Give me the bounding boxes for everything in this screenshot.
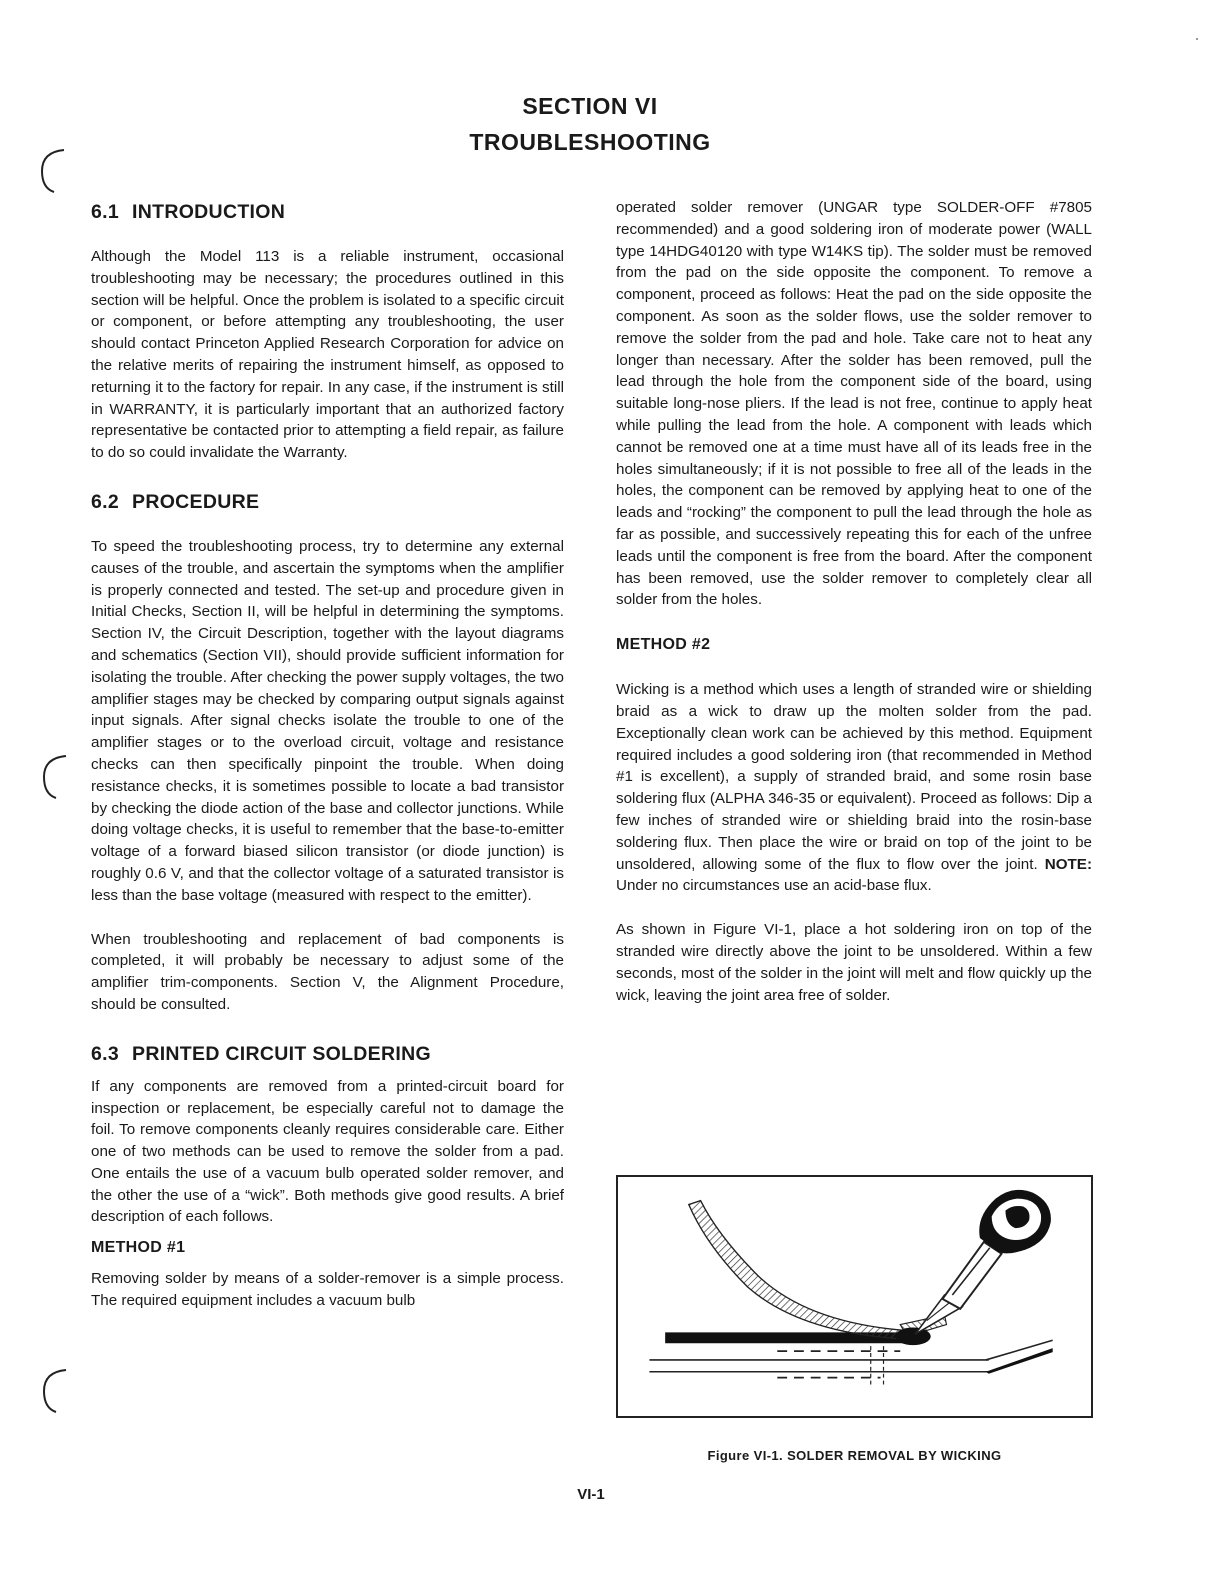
heading-6-2 [91, 488, 564, 516]
iron-shaft [943, 1242, 1002, 1309]
punch-mark-middle [40, 752, 70, 802]
heading-6-3 [91, 1040, 564, 1068]
soldering-paragraph: If any components are removed from a printed-circuit board for inspection or replacement, be especially careful not to damage the foil. To remove components cleanly requires considerable care. Either one of two methods can be used to remove the solder from a pad. One entails the use of a vacuum bulb operated solder remover, and the other the use of a “wick”. Both methods give good results. A brief description of each follows. [91, 1077, 564, 1226]
braid-wick [689, 1201, 910, 1340]
method-2-paragraph-1 [616, 679, 1092, 897]
section-label: SECTION VI [522, 93, 658, 119]
procedure-paragraph-1: To speed the troubleshooting process, try to determine any external causes of the trouble, and ascertain the symptoms when the amplifier is properly connected and tested. The set-up and procedure given in Initial Checks, Section II, will be helpful in determining the symptoms. Section IV, the Circuit Description, together with the layout diagrams and schematics (Section VII), should provide sufficient information for isolating the trouble. After checking the power supply voltages, the two amplifier stages may be checked by comparing output signals against input signals. After signal checks isolate the trouble to one of the amplifier stages or to the overload circuit, voltage and resistance checks can then specifically pinpoint the trouble. When doing resistance checks, it is sometimes possible to locate a bad transistor by checking the diode action of the base and collector junctions. While doing voltage checks, it is useful to remember that the base-to-emitter voltage of a forward biased silicon transistor (or diode junction) is roughly 0.6 V, and that the collector voltage of a saturated transistor is less than the base voltage (measured with respect to the emitter). [91, 537, 564, 904]
speck [1196, 38, 1198, 40]
left-column [91, 198, 564, 1312]
method-1-paragraph-start: Removing solder by means of a solder-remover is a simple process. The required equipment includes a vacuum bulb [91, 1270, 564, 1310]
method-1-paragraph-continued: operated solder remover (UNGAR type SOLDER-OFF #7805 recommended) and a good soldering iron of moderate power (WALL type 14HDG40120 with type W14KS tip). The solder must be removed from the pad on the side opposite the component. To remove a component, proceed as follows: Heat the pad on the side opposite the component. As soon as the solder flows, use the solder remover to remove the solder from the pad and hole. Take care not to heat any longer than necessary. After the solder has been removed, pull the lead through the hole from the component side of the board, using suitable long-nose pliers. If the lead is not free, continue to apply heat while pulling the lead from the hole. A component with leads which cannot be removed one at a time must have all of its leads free in the holes simultaneously; if it is not possible to free all of the leads in the holes, the component can be removed by applying heat to one of the leads and “rocking” the component to pull the lead through the hole as far as possible, and successively repeating this for each of the unfree leads until the component is free from the board. After the component has been removed, use the solder remover to completely clear all solder from the holes. [616, 199, 1092, 609]
method-2-heading: METHOD #2 [616, 636, 711, 654]
wicking-illustration [618, 1177, 1091, 1416]
component-lead [871, 1346, 884, 1385]
intro-paragraph: Although the Model 113 is a reliable instrument, occasional troubleshooting may be necessary; the procedures outlined in this section will be helpful. Once the problem is isolated to a specific circuit or component, or before attempting any troubleshooting, the user should contact Princeton Applied Research Corporation for advice on the relative merits of repairing the instrument himself, as opposed to returning it to the factory for repair. In any case, if the instrument is still in WARRANTY, it is particularly important that an authorized factory representative be contacted prior to attempting a field repair, as failure to do so could invalidate the Warranty. [91, 248, 564, 462]
heading-text: PRINTED CIRCUIT SOLDERING [132, 1042, 431, 1065]
page-number: VI-1 [577, 1486, 605, 1503]
page-header [0, 88, 1180, 160]
heading-number: 6.1 [91, 201, 120, 223]
heading-text: INTRODUCTION [132, 201, 286, 223]
board-right-edge [986, 1348, 1053, 1374]
right-column [616, 197, 1092, 1006]
procedure-paragraph-2: When troubleshooting and replacement of bad components is completed, it will probably be necessary to adjust some of the amplifier trim-components. Section V, the Alignment Procedure, should be consulted. [91, 930, 564, 1013]
heading-number: 6.2 [91, 490, 120, 513]
method-2-text-b: Under no circumstances use an acid-base flux. [616, 877, 932, 895]
section-title: TROUBLESHOOTING [469, 129, 711, 155]
method-2-text-a: Wicking is a method which uses a length of stranded wire or shielding braid as a wick to draw up the molten solder from the pad. Exceptionally clean work can be achieved by this method. Equipment required includes a good soldering iron (that recommended in Method #1 is excellent), a supply of stranded braid, and some rosin base soldering flux (ALPHA 346-35 or equivalent). Proceed as follows: Dip a few inches of stranded wire or shielding braid into the rosin-base soldering flux. Then place the wire or braid on top of the joint to be unsoldered, allowing some of the flux to flow over the joint. [616, 681, 1092, 873]
heading-text: PROCEDURE [132, 490, 260, 513]
heading-6-1 [91, 198, 564, 226]
method-1-heading: METHOD #1 [91, 1239, 186, 1257]
heading-number: 6.3 [91, 1042, 120, 1065]
figure-caption-prefix: Figure VI-1. [707, 1448, 784, 1463]
note-label: NOTE: [1044, 855, 1092, 873]
figure-caption [616, 1448, 1093, 1463]
solder-joint [895, 1327, 930, 1345]
method-2-paragraph-2: As shown in Figure VI-1, place a hot soldering iron on top of the stranded wire directly above the joint to be unsoldered. Within a few seconds, most of the solder in the joint will melt and flow quickly up the wick, leaving the joint area free of solder. [616, 921, 1092, 1004]
figure-solder-wicking [616, 1175, 1093, 1418]
figure-caption-text: SOLDER REMOVAL BY WICKING [787, 1448, 1002, 1463]
punch-mark-bottom [40, 1366, 70, 1416]
